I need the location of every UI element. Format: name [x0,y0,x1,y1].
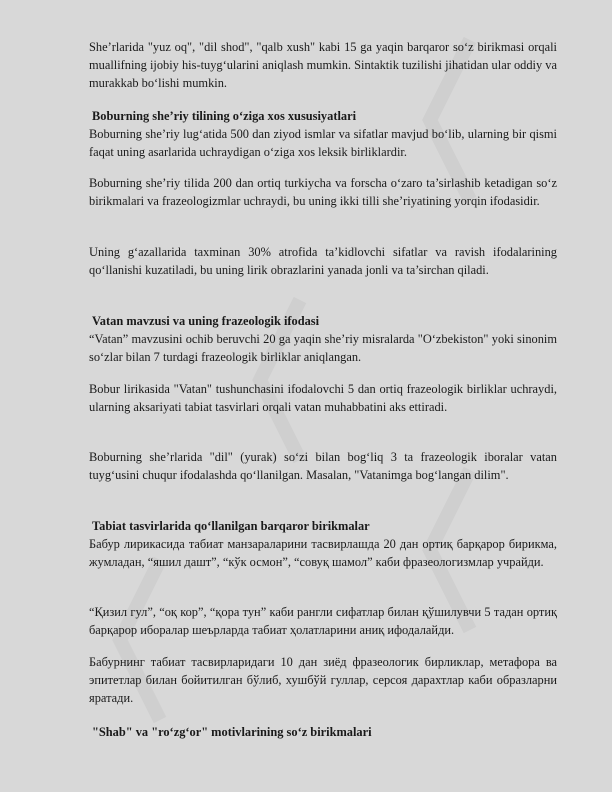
paragraph-bilingual: Boburning she’riy tilida 200 dan ortiq turkiycha va forscha o‘zaro ta’sirlashib ketadigan so‘z birikmalari va frazeologizmlar uchraydi, bu uning ikki tilli she’riyatining yorqin ifodasidir. [89,176,557,208]
paragraph-metaphors: Бабурнинг табиат тасвирларидаги 10 дан зиёд фразеологик бирликлар, метафора ва эпитетлар билан бойитилган бўлиб, хушбўй гуллар, серсоя дарахтлар каби образларни яратади. [89,655,557,705]
heading-nature: Tabiat tasvirlarida qo‘llanilgan barqaror birikmalar [92,519,370,533]
paragraph-vatan-lines: “Vatan” mavzusini ochib beruvchi 20 ga yaqin she’riy misralarda "O‘zbekiston" yoki sinonim so‘zlar bilan 7 turdagi frazeologik birliklar aniqlangan. [89,332,557,364]
heading-bobur-language: Boburning she’riy tilining o‘ziga xos xususiyatlari [92,109,357,123]
heading-vatan: Vatan mavzusi va uning frazeologik ifodasi [92,314,320,328]
paragraph-dil: Boburning she’rlarida "dil" (yurak) so‘zi bilan bog‘liq 3 ta frazeologik iboralar vatan tuyg‘usini chuqur ifodalashda qo‘llanilgan. Masalan, "Vatanimga bog‘langan dilim". [89,450,557,482]
paragraph-adjectives: Uning g‘azallarida taxminan 30% atrofida ta’kidlovchi sifatlar va ravish ifodalarining qo‘llanishi kuzatiladi, bu uning lirik obrazlarini yanada jonli va ta’sirchan qiladi. [89,245,557,277]
paragraph-nature-phrases: Бабур лирикасида табиат манзараларини тасвирлашда 20 дан ортиқ барқарор бирикма, жумладан, “яшил дашт”, “кўк осмон”, “совуқ шамол” каби фразеологизмлар учрайди. [89,537,557,569]
paragraph-vocabulary: Boburning she’riy lug‘atida 500 dan ziyod ismlar va sifatlar mavjud bo‘lib, ularning bir qismi faqat uning asarlarida uchraydigan o‘ziga xos leksik birliklardir. [89,127,557,159]
paragraph-vatan-units: Bobur lirikasida "Vatan" tushunchasini ifodalovchi 5 dan ortiq frazeologik birliklar uchraydi, ularning aksariyati tabiat tasvirlari orqali vatan muhabbatini aks ettiradi. [89,382,557,414]
paragraph-intro: She’rlarida "yuz oq", "dil shod", "qalb xush" kabi 15 ga yaqin barqaror so‘z birikmasi orqali muallifning ijobiy his-tuyg‘ularini aniqlash mumkin. Sintaktik tuzilishi jihatidan ular oddiy va murakkab bo‘lishi mumkin. [89,40,557,90]
heading-shab-rozgor: "Shab" va "ro‘zg‘or" motivlarining so‘z birikmalari [92,725,372,739]
paragraph-color-adjectives: “Қизил гул”, “оқ кор”, “қора тун” каби рангли сифатлар билан қўшилувчи 5 тадан ортиқ барқарор иборалар шеърларда табиат ҳолатларини аниқ ифодалайди. [89,605,557,637]
